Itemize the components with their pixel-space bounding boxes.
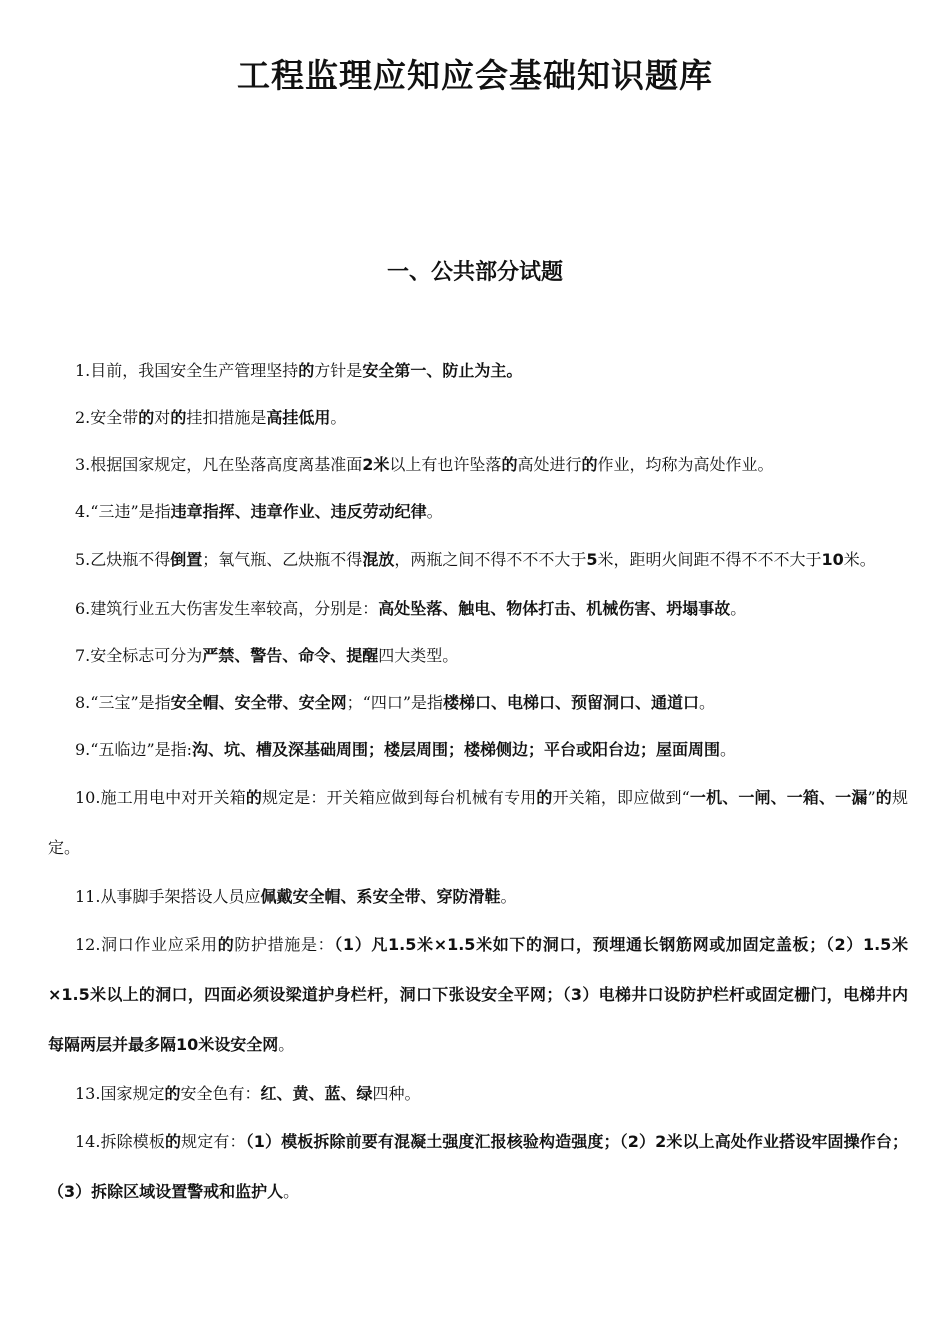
question-text: 。	[283, 1182, 300, 1201]
question-text: 2.安全带	[75, 408, 139, 427]
question-text: 。	[278, 1035, 295, 1054]
question-answer-text: 的	[245, 788, 262, 807]
question-item	[48, 873, 908, 920]
question-item	[48, 394, 908, 441]
question-answer-text: 严禁、警告、命令、提醒	[202, 646, 379, 665]
question-answer-text: 红、黄、蓝、绿	[260, 1084, 373, 1103]
question-text: 对	[154, 408, 171, 427]
question-text: 11.从事脚手架搭设人员应	[75, 887, 261, 906]
question-text: 10.施工用电中对开关箱	[75, 788, 246, 807]
question-text: 5.乙炔瓶不得	[75, 550, 171, 569]
question-item	[48, 488, 908, 535]
question-text: 开关箱，即应做到“	[552, 788, 690, 807]
question-text: 四种。	[372, 1084, 421, 1103]
question-text: 。	[699, 693, 716, 712]
question-answer-text: 一机、一闸、一箱、一漏	[689, 788, 868, 807]
section-title: 一、公共部分试题	[386, 260, 563, 285]
question-answer-text: 的	[581, 455, 598, 474]
question-answer-text: 的	[875, 788, 892, 807]
question-text: 3.根据国家规定，凡在坠落高度离基准面	[75, 455, 363, 474]
question-text: 14.拆除模板	[75, 1132, 166, 1151]
question-answer-text: 沟、坑、槽及深基础周围；楼层周围；楼梯侧边；平台或阳台边；屋面周围	[192, 740, 721, 759]
question-text: 高处进行	[517, 455, 582, 474]
question-text: ，两瓶之间不得不不不大于	[394, 550, 587, 569]
question-item	[48, 585, 908, 632]
question-text: 。	[730, 599, 747, 618]
question-answer-text: 10	[821, 550, 844, 569]
question-text: ；“四口”是指	[346, 693, 444, 712]
question-answer-text: 倒置	[170, 550, 203, 569]
question-item	[48, 1070, 908, 1117]
question-text: 9.“五临边”是指:	[75, 740, 193, 759]
question-text: 。	[330, 408, 347, 427]
question-answer-text: 楼梯口、电梯口、预留洞口、通道口	[443, 693, 700, 712]
document-title: 工程监理应知应会基础知识题库	[237, 56, 713, 95]
question-item	[48, 920, 908, 1070]
question-answer-text: 佩戴安全帽、系安全带、穿防滑鞋	[260, 887, 501, 906]
question-text: 方针是	[314, 361, 363, 380]
question-answer-text: （1）凡1.5米×1.5米如下的洞口，预埋通长钢筋网或加固定盖板；（2）1.5米×1.5米以上的洞口，四面必须设梁道护身栏杆，洞口下张设安全平网；（3）电梯井口设防护栏杆或固定栅门，电梯井内每隔两层并最多隔10米设安全网	[48, 935, 908, 1054]
question-item	[48, 1117, 908, 1217]
question-text: 作业，均称为高处作业。	[597, 455, 774, 474]
question-answer-text: 的	[164, 1084, 181, 1103]
question-text: 。	[720, 740, 737, 759]
question-answer-text: 的	[501, 455, 518, 474]
question-text: 4.“三违”是指	[75, 502, 171, 521]
question-answer-text: 高挂低用	[266, 408, 331, 427]
question-answer-text: 的	[165, 1132, 182, 1151]
question-item	[48, 347, 908, 394]
question-answer-text: 安全帽、安全带、安全网	[170, 693, 347, 712]
question-text: 防护措施是：	[234, 935, 335, 954]
question-text: 米，距明火间距不得不不不大于	[597, 550, 822, 569]
question-text: 规定是：开关箱应做到每台机械有专用	[261, 788, 537, 807]
question-text: 1.目前，我国安全生产管理坚持	[75, 361, 299, 380]
question-text: ”	[867, 788, 876, 807]
question-answer-text: 2米	[362, 455, 390, 474]
question-text: 12.洞口作业应采用	[75, 935, 218, 954]
question-text: 。	[500, 887, 517, 906]
question-answer-text: 高处坠落、触电、物体打击、机械伤害、坍塌事故	[378, 599, 731, 618]
question-answer-text: 的	[536, 788, 553, 807]
question-answer-text: 的	[217, 935, 235, 954]
question-item	[48, 773, 908, 873]
question-item	[48, 535, 908, 585]
question-text: 以上有也许坠落	[389, 455, 502, 474]
question-text: 规定。	[48, 788, 908, 857]
question-text: 规定有：	[181, 1132, 246, 1151]
question-answer-text: （1）模板拆除前要有混凝土强度汇报核验构造强度；（2）2米以上高处作业搭设牢固操作台；（3）拆除区域设置警戒和监护人	[48, 1132, 908, 1201]
question-text: 四大类型。	[378, 646, 459, 665]
question-answer-text: 5	[586, 550, 598, 569]
question-answer-text: 的	[298, 361, 315, 380]
question-text: 7.安全标志可分为	[75, 646, 203, 665]
question-text: 。	[426, 502, 443, 521]
question-answer-text: 安全第一、防止为主。	[362, 361, 523, 380]
question-text: ；氧气瓶、乙炔瓶不得	[202, 550, 363, 569]
question-item	[48, 441, 908, 488]
question-text: 8.“三宝”是指	[75, 693, 171, 712]
question-answer-text: 违章指挥、违章作业、违反劳动纪律	[170, 502, 427, 521]
question-answer-text: 的	[170, 408, 187, 427]
question-item	[48, 679, 908, 726]
question-text: 安全色有：	[180, 1084, 261, 1103]
question-text: 13.国家规定	[75, 1084, 165, 1103]
question-text: 挂扣措施是	[186, 408, 267, 427]
question-item	[48, 632, 908, 679]
question-item	[48, 726, 908, 773]
question-text: 6.建筑行业五大伤害发生率较高，分别是：	[75, 599, 379, 618]
question-answer-text: 混放	[362, 550, 395, 569]
question-text: 米。	[843, 550, 876, 569]
question-list	[48, 347, 908, 1217]
question-answer-text: 的	[138, 408, 155, 427]
